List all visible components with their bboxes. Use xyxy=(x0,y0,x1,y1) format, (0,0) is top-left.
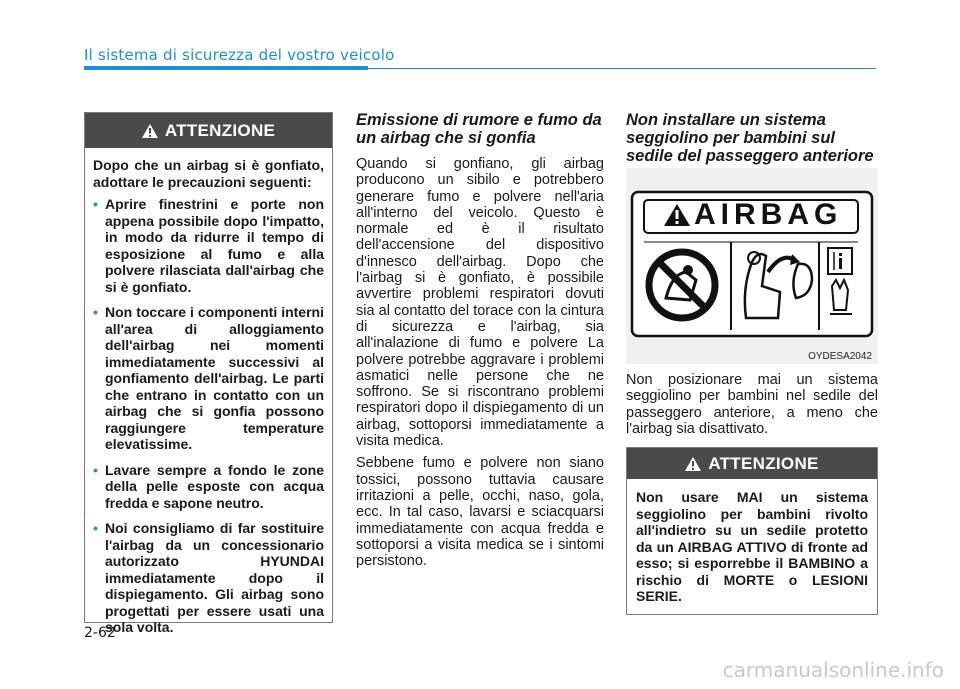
warning-title: ATTENZIONE xyxy=(164,120,276,140)
airbag-warning-label-figure xyxy=(626,168,878,364)
body-paragraph: Sebbene fumo e polvere non siano tossici, possono tuttavia causare irritazioni a pelle, occhi, naso, gola, ecc. In tal caso, lavarsi e sciacquarsi immediatamente con acqua fredda e sottoporsi a visita medica se i sintomi persistono. xyxy=(356,455,604,570)
figure-caption: OYDESA2042 xyxy=(808,351,872,362)
list-item xyxy=(93,520,324,636)
watermark-text: carmanualsonline.info xyxy=(722,658,944,682)
warning-title: ATTENZIONE xyxy=(708,453,819,473)
warning-header xyxy=(85,113,332,148)
warning-triangle-icon xyxy=(142,124,158,138)
section-heading: Non installare un sistema seggiolino per bambini sul sedile del passeggero anteriore xyxy=(626,111,874,165)
bullet-icon: • xyxy=(93,304,98,320)
bullet-text: Aprire finestrini e porte non appena possibile dopo l'impatto, in modo da ridurre il tempo di esposizione al fumo e alla polvere rilasciata dall'airbag che si è gonfiato. xyxy=(105,196,324,295)
warning-body xyxy=(85,148,332,636)
bullet-icon: • xyxy=(93,461,98,478)
bullet-text: Lavare sempre a fondo le zone della pelle esposte con acqua fredda e sapone neutro. xyxy=(105,461,324,511)
list-item xyxy=(93,196,324,295)
warning-header xyxy=(627,448,877,479)
bullet-text: Noi consigliamo di far sostituire l'airbag da un concessionario autorizzato HYUNDAI immediatamente dopo il dispiegamento. Gli airbag sono progettati per essere usati una sola volta. xyxy=(105,520,324,635)
body-paragraph: Quando si gonfiano, gli airbag producono un sibilo e potrebbero generare fumo e polvere nell'aria all'interno del veicolo. Questo è normale ed è il risultato dell'accensione del dispositivo d'innesco dell'airbag. Dopo che l'airbag si è gonfiato, è possibile avvertire problemi respiratori dovuti sia al contatto del torace con la cintura di sicurezza e l'airbag, sia all'inalazione di fumo e polvere La polvere potrebbe aggravare i problemi asmatici nelle persone che ne soffrono. Se si riscontrano problemi respiratori dopo il dispiegamento di un airbag, sottoporsi immediatamente a visita medica. xyxy=(356,156,604,450)
right-column xyxy=(626,111,878,165)
header-rule xyxy=(84,66,368,70)
bullet-text: Non toccare i componenti interni all'area di alloggiamento dell'airbag nei momenti immediatamente successivi al gonfiamento dell'airbag. Le parti che entrano in contatto con un airbag che si gonfia possono raggiungere temperature elevatissime. xyxy=(105,304,324,452)
warning-text: Non usare MAI un sistema seggiolino per bambini rivolto all'indietro su un sedile protetto da un AIRBAG ATTIVO di fronte ad esso; si esporrebbe il BAMBINO a rischio di MORTE o LESIONI SERIE. xyxy=(636,489,868,604)
warning-triangle-icon xyxy=(685,457,701,471)
warning-bullet-list xyxy=(93,196,324,636)
figure-airbag-text: AIRBAG xyxy=(694,198,843,231)
bullet-icon: • xyxy=(93,196,98,212)
header-rule-thin xyxy=(368,68,876,69)
warning-box-right xyxy=(626,447,878,615)
bullet-icon: • xyxy=(93,520,98,536)
middle-column xyxy=(356,111,604,569)
section-heading: Emissione di rumore e fumo da un airbag che si gonfia xyxy=(356,111,602,147)
page-number: 2-62 xyxy=(84,625,116,641)
warning-intro: Dopo che un airbag si è gonfiato, adottare le precauzioni seguenti: xyxy=(93,157,324,190)
list-item xyxy=(93,462,324,512)
body-paragraph: Non posizionare mai un sistema seggiolino per bambini nel sedile del passeggero anteriore, a meno che l'airbag sia disattivato. xyxy=(626,372,878,437)
list-item xyxy=(93,304,324,453)
warning-body xyxy=(627,479,877,605)
section-header-title: Il sistema di sicurezza del vostro veicolo xyxy=(84,46,395,64)
